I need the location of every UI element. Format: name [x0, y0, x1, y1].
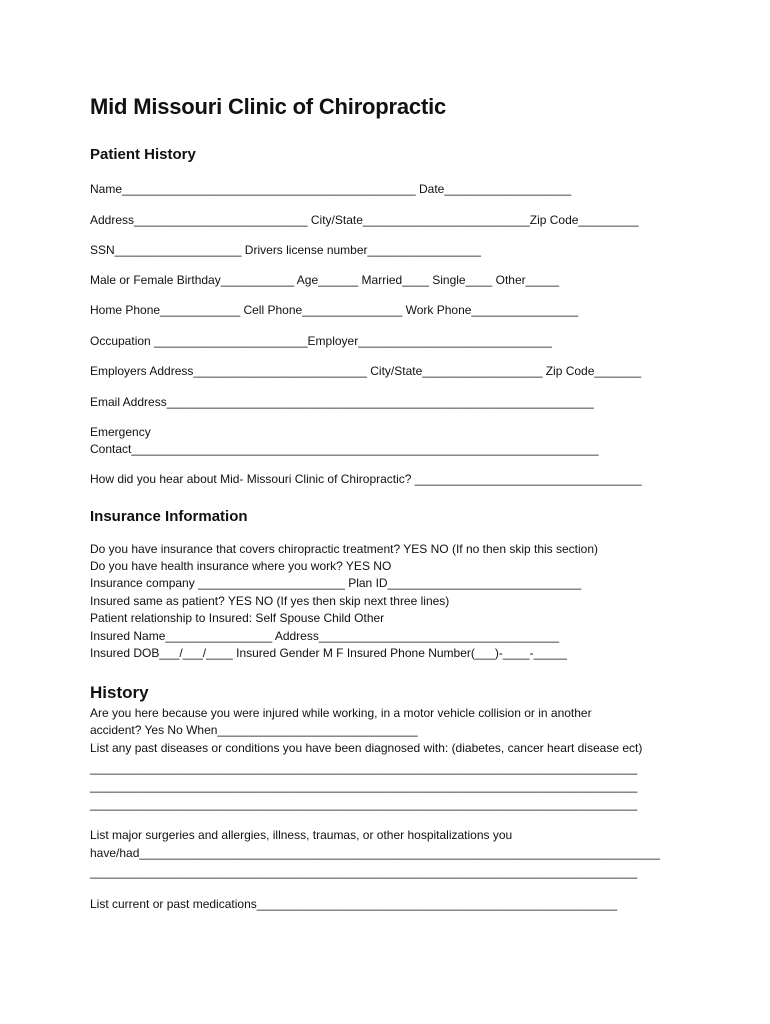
insurance-line: Do you have insurance that covers chiropractic treatment? YES NO (If no then skip this section): [90, 542, 599, 556]
occupation-line: Occupation _______________________Employer_____________________________: [90, 334, 552, 348]
history-line: Are you here because you were injured while working, in a motor vehicle collision or in another: [90, 706, 592, 720]
history-blank-line: __________________________________________________________________________________: [90, 779, 638, 793]
history-line: List major surgeries and allergies, illness, traumas, or other hospitalizations you: [90, 828, 513, 842]
insurance-line: Insured Name________________ Address____________________________________: [90, 629, 560, 643]
insurance-heading: Insurance Information: [90, 508, 248, 525]
history-blank-line: __________________________________________________________________________________: [90, 761, 638, 775]
insurance-line: Insured DOB___/___/____ Insured Gender M F Insured Phone Number(___)-____-_____: [90, 646, 567, 660]
insurance-line: Insurance company ______________________ Plan ID_____________________________: [90, 576, 582, 590]
history-line: have/had______________________________________________________________________________: [90, 846, 660, 860]
insurance-line: Do you have health insurance where you work? YES NO: [90, 559, 392, 573]
history-blank-line: __________________________________________________________________________________: [90, 865, 638, 879]
phones-line: Home Phone____________ Cell Phone_______________ Work Phone________________: [90, 303, 579, 317]
address-line: Address__________________________ City/State_________________________Zip Code_________: [90, 213, 639, 227]
ssn-license-line: SSN___________________ Drivers license number_________________: [90, 243, 481, 257]
history-line: accident? Yes No When______________________________: [90, 723, 418, 737]
insurance-line: Insured same as patient? YES NO (If yes then skip next three lines): [90, 594, 450, 608]
insurance-line: Patient relationship to Insured: Self Spouse Child Other: [90, 611, 385, 625]
patient-history-heading: Patient History: [90, 146, 196, 163]
history-blank-line: __________________________________________________________________________________: [90, 797, 638, 811]
name-date-line: Name____________________________________________ Date___________________: [90, 182, 572, 196]
history-line: List current or past medications______________________________________________________: [90, 897, 618, 911]
employer-address-line: Employers Address__________________________ City/State__________________ Zip Code_______: [90, 364, 642, 378]
emergency-contact-line: Contact______________________________________________________________________: [90, 442, 599, 456]
history-line: List any past diseases or conditions you have been diagnosed with: (diabetes, cancer heart disease ect): [90, 741, 643, 755]
clinic-title: Mid Missouri Clinic of Chiropractic: [90, 94, 447, 119]
sex-birthday-line: Male or Female Birthday___________ Age______ Married____ Single____ Other_____: [90, 273, 560, 287]
emergency-label: Emergency: [90, 425, 151, 439]
history-heading: History: [90, 683, 149, 702]
referral-line: How did you hear about Mid- Missouri Clinic of Chiropractic? __________________________________: [90, 472, 642, 486]
email-line: Email Address________________________________________________________________: [90, 395, 594, 409]
